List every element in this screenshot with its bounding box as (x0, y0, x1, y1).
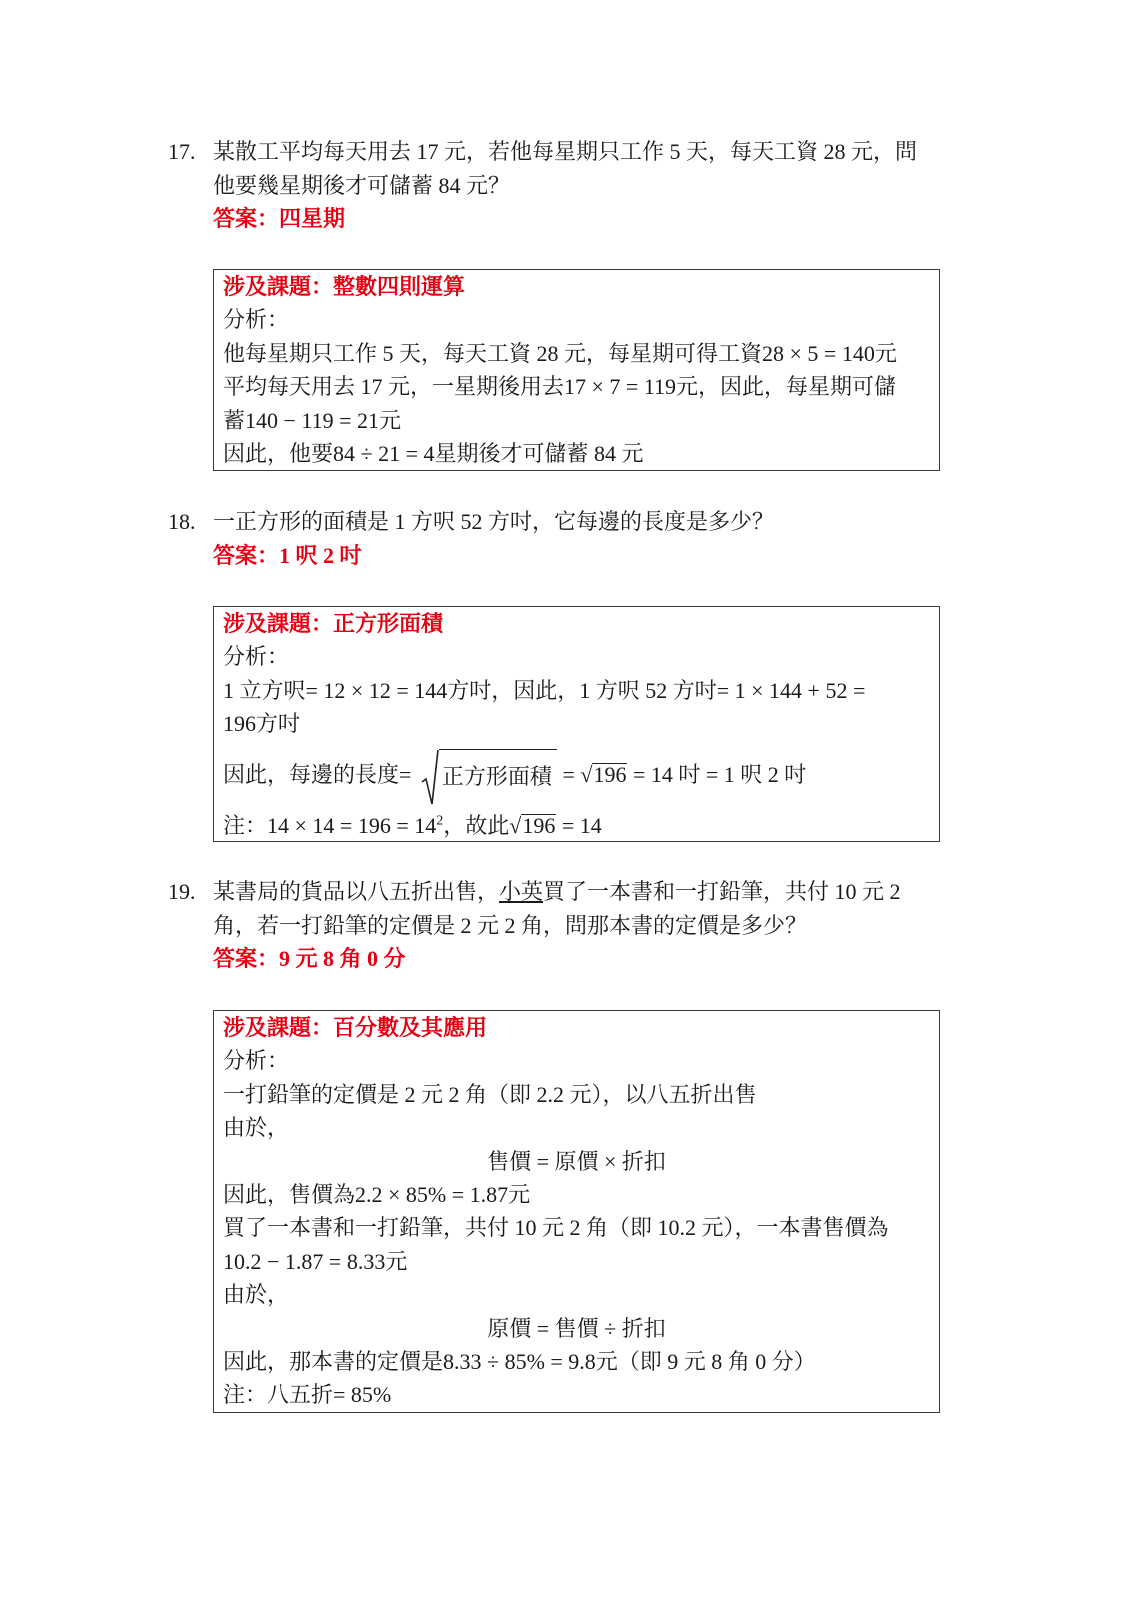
radicand: 正方形面積 (439, 749, 557, 790)
analysis-line: 因此，那本書的定價是8.33 ÷ 85% = 9.8元（即 9 元 8 角 0 分） (223, 1348, 816, 1374)
equals-sign: = (562, 761, 575, 787)
question-number: 19. (168, 879, 196, 904)
square-root-196 (580, 741, 627, 809)
analysis-line: 由於， (223, 1115, 290, 1141)
analysis-line: 196方吋 (223, 711, 301, 737)
radical-sign-icon (421, 749, 439, 805)
analysis-line: 因此，售價為2.2 × 85% = 1.87元 (223, 1181, 531, 1207)
topic-heading: 涉及課題：百分數及其應用 (223, 1015, 488, 1040)
answer: 答案：9 元 8 角 0 分 (213, 946, 406, 971)
question-text-line: 他要幾星期後才可儲蓄 84 元？ (213, 172, 511, 198)
question-19 (168, 875, 948, 976)
analysis-line: 一打鉛筆的定價是 2 元 2 角（即 2.2 元），以八五折出售 (223, 1081, 757, 1107)
analysis-line: 1 立方呎= 12 × 12 = 144方吋，因此，1 方呎 52 方吋= 1 × 144 + 52 = (223, 677, 866, 703)
analysis-label: 分析： (223, 307, 290, 333)
formula-line: 售價 = 原價 × 折扣 (487, 1148, 666, 1174)
analysis-label: 分析： (223, 644, 290, 670)
question-text-line (168, 875, 948, 909)
question-18 (168, 505, 948, 572)
question-17 (168, 135, 948, 236)
question-number: 17. (168, 139, 196, 164)
question-text: 一正方形的面積是 1 方呎 52 方吋，它每邊的長度是多少？ (213, 509, 775, 534)
answer: 答案：1 呎 2 吋 (213, 542, 362, 568)
question-text: 某散工平均每天用去 17 元，若他每星期只工作 5 天，每天工資 28 元，問 (213, 139, 918, 164)
question-number: 18. (168, 509, 196, 534)
person-name: 小英 (499, 879, 544, 904)
square-root-radical (421, 749, 557, 805)
sqrt-sign: √ (580, 761, 593, 787)
analysis-line: 因此，他要84 ÷ 21 = 4星期後才可儲蓄 84 元 (223, 440, 644, 466)
analysis-line: 平均每天用去 17 元，一星期後用去17 × 7 = 119元，因此，每星期可儲 (223, 374, 896, 400)
answer: 答案：四星期 (213, 206, 346, 231)
side-length-result: = 14 吋 = 1 呎 2 吋 (632, 761, 807, 787)
square-root-196 (509, 809, 556, 842)
side-length-line (223, 741, 930, 809)
analysis-box-18 (213, 606, 940, 842)
sqrt-sign: √ (509, 812, 522, 838)
sqrt-value: 196 (522, 812, 556, 838)
analysis-line: 買了一本書和一打鉛筆，共付 10 元 2 角（即 10.2 元），一本書售價為 (223, 1215, 889, 1241)
question-text-line: 角，若一打鉛筆的定價是 2 元 2 角，問那本書的定價是多少？ (213, 912, 808, 938)
side-length-prefix: 因此，每邊的長度= (223, 761, 412, 787)
question-text-line (168, 135, 948, 169)
analysis-box-17 (213, 269, 940, 471)
analysis-line: 蓄140 − 119 = 21元 (223, 407, 401, 433)
question-text: 買了一本書和一打鉛筆，共付 10 元 2 (543, 879, 901, 904)
note-result: = 14 (561, 812, 602, 838)
note-line: 注：八五折= 85% (223, 1382, 392, 1408)
sqrt-value: 196 (593, 761, 627, 787)
analysis-line: 他每星期只工作 5 天，每天工資 28 元，每星期可得工資28 × 5 = 140元 (223, 340, 897, 366)
analysis-line: 由於， (223, 1282, 290, 1308)
question-text-line (168, 505, 948, 539)
analysis-box-19 (213, 1010, 940, 1413)
note-line (223, 809, 930, 842)
topic-heading: 涉及課題：正方形面積 (223, 611, 444, 636)
exponent: 2 (436, 813, 444, 829)
formula-line: 原價 = 售價 ÷ 折扣 (487, 1315, 666, 1341)
analysis-label: 分析： (223, 1048, 290, 1074)
note-middle: ，故此 (443, 812, 510, 838)
topic-heading: 涉及課題：整數四則運算 (223, 274, 466, 299)
note-text: 注：14 × 14 = 196 = 14 (223, 812, 437, 838)
question-text: 某書局的貨品以八五折出售， (213, 879, 500, 904)
analysis-line: 10.2 − 1.87 = 8.33元 (223, 1248, 408, 1274)
